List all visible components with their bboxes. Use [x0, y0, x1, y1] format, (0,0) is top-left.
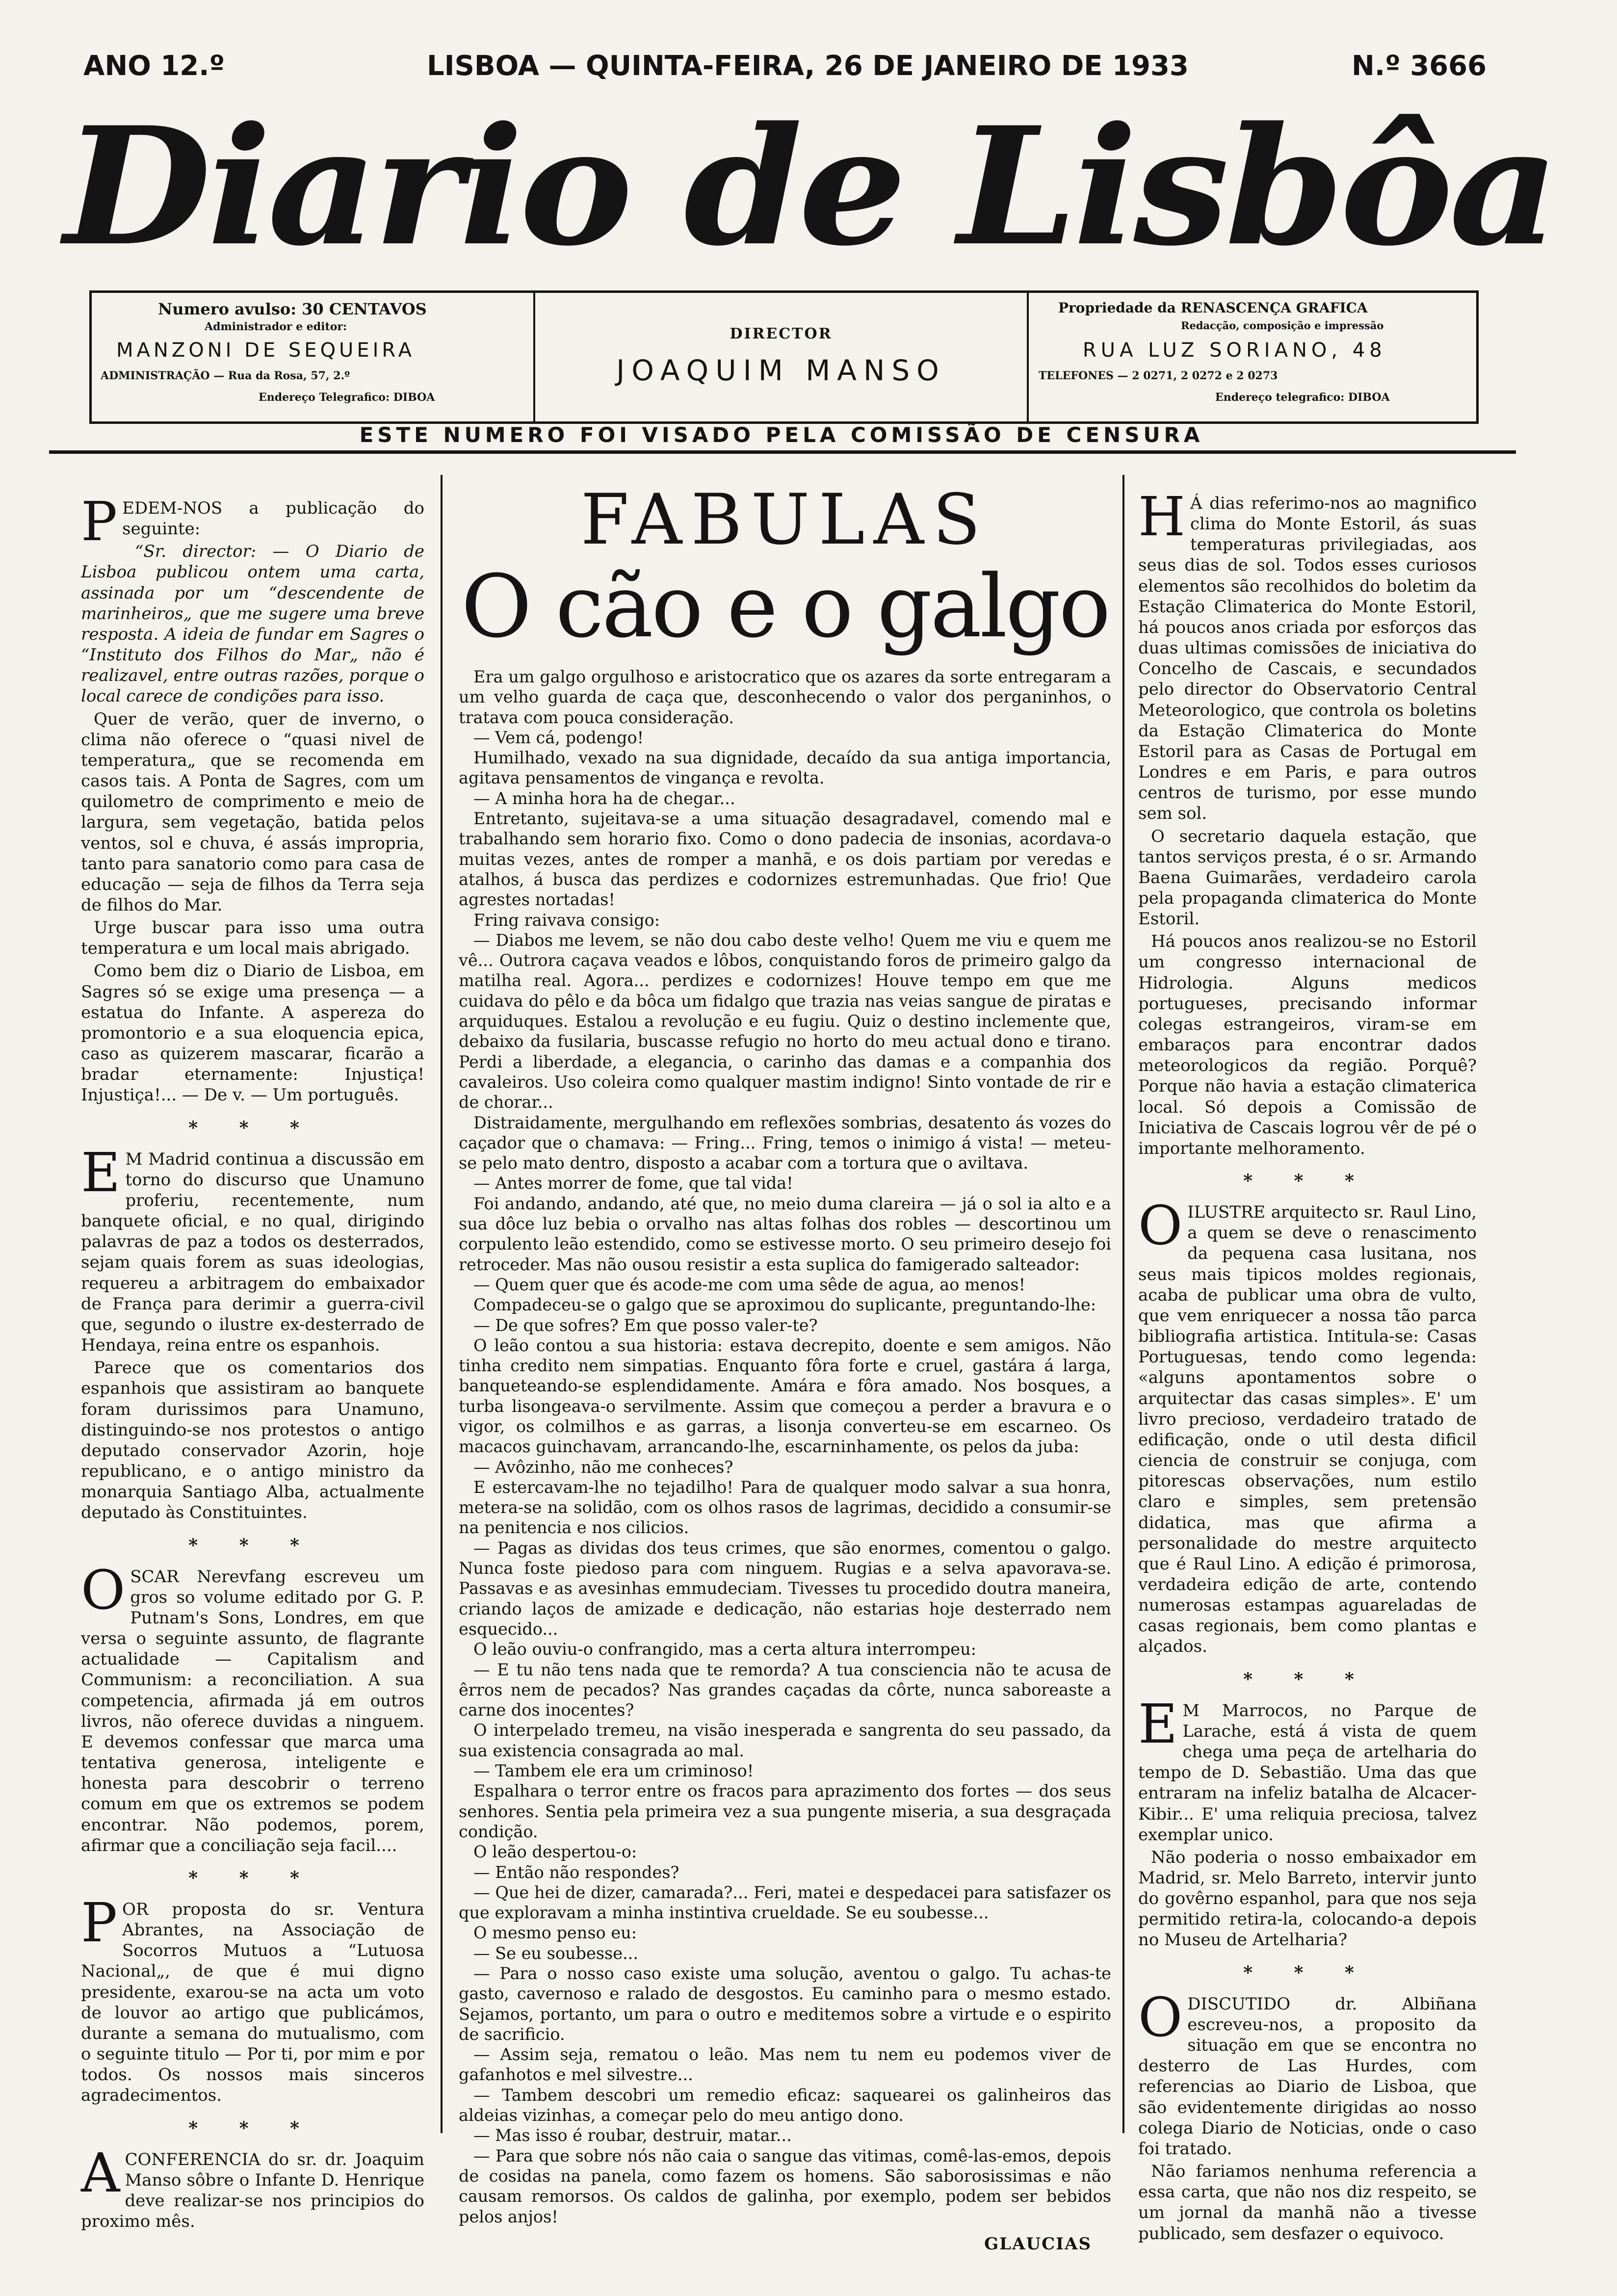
fable-paragraph: Distraidamente, mergulhando em reflexões sombrias, desatento ás vozes do caçador que o chamava: — Fring... Fring, temos o inimigo á vista! — meteu-se pelo mato dentro, disposto a acabar com a tortura que o aviltava. — [459, 1113, 1111, 1173]
fable-paragraph: Espalhara o terror entre os fracos para aprazimento dos fortes — dos seus senhores. Sentia pela primeira vez a sua pungente miseria, a sua desgraçada condição. — [459, 1781, 1111, 1841]
article-capitalism — [81, 1558, 424, 1856]
issue-year: ANO 12.º — [83, 50, 225, 82]
administration-address: ADMINISTRAÇÃO — Rua da Rosa, 57, 2.º — [101, 369, 350, 382]
article-text: M Marrocos, no Parque de Larache, está á vista de quem chega uma peça de artelharia do tempo de D. Sebastião. Uma das que entraram na infeliz batalha de Alcacer-Kibir... E' uma reliquia preciosa, talvez exemplar unico. — [1138, 1700, 1477, 1845]
dateline: LISBOA — QUINTA-FEIRA, 26 DE JANEIRO DE 1933 — [427, 50, 1189, 82]
services: Redacção, composição e impressão — [1181, 319, 1384, 332]
section-separator: * * * — [188, 1535, 317, 1556]
info-box-right — [1029, 293, 1476, 421]
section-separator: * * * — [1243, 1171, 1372, 1191]
fable-paragraph: — Para o nosso caso existe uma solução, aventou o galgo. Tu achas-te gasto, cavernoso e ralado de desgostos. Eu caminho para o mesmo estado. Sejamos, portanto, um para o outro e meditemos sobre a virtude e o espirito de sacrificio. — [459, 1964, 1111, 2044]
masthead-title: Diario de Lisbôa — [64, 91, 1555, 282]
fable-paragraph: Compadeceu-se o galgo que se aproximou do suplicante, preguntando-lhe: — [473, 1295, 1096, 1315]
article-text: M Madrid continua a discussão em torno do discurso que Unamuno proferiu, recentemente, num banquete oficial, e no qual, dirigindo palavras de paz a todos os desterrados, sejam quais forem as suas ideologias, requereu a arbitragem do embaixador de França para derimir a guerra-civil que, segundo o ilustre ex-desterrado de Hendaya, reina entre os espanhois. — [81, 1149, 424, 1356]
telephones: TELEFONES — 2 0271, 2 0272 e 2 0273 — [1039, 369, 1278, 382]
fable-paragraph: — Tambem ele era um criminoso! — [473, 1761, 754, 1781]
section-separator: * * * — [188, 1117, 317, 1138]
article-paragraph: Não poderia o nosso embaixador em Madrid, sr. Melo Barreto, intervir junto do govêrno espanhol, para que nos seja permitido retira-la, colocando-a depois no Museu de Artelharia? — [1138, 1847, 1477, 1950]
fable-paragraph: — A minha hora ha de chegar... — [473, 788, 735, 808]
drop-cap: E — [81, 1141, 121, 1204]
price: Numero avulso: 30 CENTAVOS — [158, 300, 427, 318]
censorship-notice: ESTE NUMERO FOI VISADO PELA COMISSÃO DE CENSURA — [359, 423, 1204, 447]
drop-cap: O — [1138, 1985, 1183, 2049]
fable-paragraph: — Mas isso é roubar, destruir, matar... — [473, 2126, 792, 2145]
frame-rule-top — [49, 450, 1516, 454]
fable-paragraph: — Pagas as dividas dos teus crimes, que são enormes, comentou o galgo. Nunca foste piedoso para com ninguem. Rugias e a selva apavorava-se. Passavas e as avesinhas emmudeciam. Tivesses tu procedido doutra maneira, criando laços de amizade e dedicação, não estarias hoje desterrado nem esquecido... — [459, 1538, 1111, 1639]
info-box-center — [535, 293, 1029, 421]
fable-title: O cão e o galgo — [461, 556, 1109, 657]
info-box-left — [92, 293, 535, 421]
article-paragraph: Não fariamos nenhuma referencia a essa carta, que não nos diz respeito, se um jornal da manhã não a tivesse publicado, sem desfazer o equivoco. — [1138, 2162, 1477, 2244]
fable-paragraph: — Então não respondes? — [473, 1862, 679, 1882]
article-text: CONFERENCIA do sr. dr. Joaquim Manso sôbre o Infante D. Henrique deve realizar-se nos principios do proximo mês. — [81, 2149, 424, 2232]
fable-paragraph: O interpelado tremeu, na visão inesperada e sangrenta do seu passado, da sua existencia consagrada ao mal. — [459, 1721, 1111, 1760]
fable-paragraph: — De que sofres? Em que posso valer-te? — [473, 1315, 818, 1335]
article-text: SCAR Nerevfang escreveu um gros so volume editado por G. P. Putnam's Sons, Londres, em que versa o seguinte assunto, de flagrante actualidade — Capitalism and Communism: a reconciliation. A sua competencia, afirmada já em outros livros, não oferece duvidas a ninguem. E devemos confessar que marca uma tentativa generosa, inteligente e honesta para descobrir o terreno comum em que os extremos se podem encontrar. Não podemos, porem, afirmar que a conciliação seja facil.... — [81, 1566, 424, 1855]
fable-paragraph: — Vem cá, podengo! — [473, 728, 644, 747]
article-estoril — [1138, 485, 1477, 1159]
fable-paragraph: O leão despertou-o: — [473, 1842, 637, 1862]
fable-paragraph: — E tu não tens nada que te remorda? A tua consciencia não te acusa de êrros nem de pecados? Nas grandes caçadas da côrte, nunca saboreaste a carne dos inocentes? — [459, 1660, 1111, 1720]
column-rule-right — [1122, 475, 1124, 2133]
article-paragraph: “Sr. director: — O Diario de Lisboa publicou ontem uma carta, assinada por um “descendente de marinheiros„ que me sugere uma breve resposta. A ideia de fundar em Sagres o “Instituto dos Filhos do Mar„ não é realizavel, entre outras razões, porque o local carece de condições para isso. — [81, 542, 424, 706]
article-raul-lino — [1138, 1194, 1477, 1657]
drop-cap: H — [1138, 485, 1185, 548]
section-separator: * * * — [1243, 1962, 1372, 1983]
fable-paragraph: — Para que sobre nós não caia o sangue das vitimas, comê-las-emos, depois de cosidas na panela, como fazem os homens. São saborosissimas e não causam remorsos. Os caldos de galinha, por exemplo, podem ser bebidos pelos anjos! — [459, 2146, 1111, 2226]
fable-paragraph: Entretanto, sujeitava-se a uma situação desagradavel, comendo mal e trabalhando sem horario fixo. Como o dono padecia de insonias, acordava-o muitas vezes, antes de romper a manhã, e os dois partiam por veredas e atalhos, á busca das perdizes e codornizes estremunhadas. Que frio! Que agrestes nortadas! — [459, 809, 1111, 910]
fable-paragraph: Humilhado, vexado na sua dignidade, decaído da sua antiga importancia, agitava pensamentos de vingança e revolta. — [459, 748, 1111, 788]
fable-paragraph: — Avôzinho, não me conheces? — [473, 1457, 733, 1477]
drop-cap: P — [81, 490, 118, 553]
article-conferencia — [81, 2141, 424, 2232]
fable-paragraph: Fring raivava consigo: — [473, 910, 660, 930]
drop-cap: P — [81, 1891, 118, 1954]
fable-paragraph: — Diabos me levem, se não dou cabo deste velho! Quem me viu e quem me vê... Outrora caçava veados e lôbos, conquistando foros de primeiro galgo da matilha real. Agora... perdizes e codornizes! Houve tempo em que me cuidava do pêlo e da bôca um fidalgo que trazia nas veias sangue de piratas e arquiduques. Estalou a revolução e eu fugiu. Quiz o destino inclemente que, debaixo da fusilaria, buscasse refugio no horto do meu actual dono e tirano. Perdi a liberdade, a elegancia, o carinho das damas e a companhia dos cavaleiros. Uso coleira como qualquer mastim indigno! Sinto vontade de rir e de chorar... — [459, 930, 1111, 1112]
fable-paragraph: — Tambem descobri um remedio eficaz: saquearei os galinheiros das aldeias vizinhas, a começar pelo do meu antigo dono. — [459, 2085, 1111, 2125]
editor-name: MANZONI DE SEQUEIRA — [116, 339, 415, 362]
article-paragraph: Quer de verão, quer de inverno, o clima não oferece o “quasi nivel de temperatura„ que se recomenda em casos tais. A Ponta de Sagres, com um quilometro de comprimento e meio de largura, sem vegetação, batida pelos ventos, sol e chuva, é assás impropria, tanto para sanatorio como para casa de educação — seja de filhos da Terra seja de filhos do Mar. — [81, 709, 424, 915]
fable-article — [459, 479, 1111, 2255]
fable-body — [459, 667, 1111, 2227]
street-address: RUA LUZ SORIANO, 48 — [1083, 339, 1386, 362]
right-telegraph: Endereço telegrafico: DIBOA — [1215, 391, 1390, 404]
left-telegraph: Endereço Telegrafico: DIBOA — [259, 391, 435, 404]
article-marrocos — [1138, 1692, 1477, 1951]
ownership: Propriedade da RENASCENÇA GRAFICA — [1058, 300, 1368, 316]
fable-signature: GLAUCIAS — [984, 2234, 1092, 2254]
fable-paragraph: O mesmo penso eu: — [473, 1923, 637, 1943]
section-separator: * * * — [188, 2117, 317, 2139]
right-column — [1138, 485, 1477, 2246]
article-paragraph: Como bem diz o Diario de Lisboa, em Sagres só se exige uma presença — a estatua do Infante. A aspereza do promontorio e a sua eloquencia epica, caso as quizerem mascarar, ficarão a bradar eternamente: Injustiça! Injustiça!... — De v. — Um português. — [81, 961, 424, 1105]
editor-role: Administrador e editor: — [205, 320, 347, 333]
article-text: EDEM-NOS a publicação do seguinte: — [122, 498, 424, 539]
article-text: Á dias referimo-nos ao magnifico clima do Monte Estoril, ás suas temperaturas privilegiadas, aos seus dias de sol. Todos esses curiosos elementos são recolhidos do boletim da Estação Climaterica do Monte Estoril, há poucos anos criada por esforços das duas ultimas comissões de iniciativa do Concelho de Cascais, e secundados pelo director do Observatorio Central Meteorologico, que controla os boletins da Estação Climaterica do Monte Estoril para as Casas de Portugal em Londres e em Paris, e para outros centros de turismo, por esse mundo sem sol. — [1138, 494, 1477, 824]
drop-cap: A — [81, 2141, 120, 2204]
article-paragraph: Parece que os comentarios dos espanhois que assistiram ao banquete foram durissimos para Unamuno, distinguindo-se nos protestos o antigo deputado conservador Azorin, hoje republicano, e o antigo ministro da monarquia Santiago Alba, actualmente deputado às Constituintes. — [81, 1358, 424, 1523]
fable-paragraph: — Se eu soubesse... — [473, 1943, 638, 1963]
section-separator: * * * — [188, 1867, 317, 1888]
article-unamuno — [81, 1141, 424, 1523]
director-name: JOAQUIM MANSO — [616, 354, 946, 387]
fable-paragraph: Foi andando, andando, até que, no meio duma clareira — já o sol ia alto e a sua dôce luz bebia o orvalho nas altas folhas dos robles — descortinou um corpulento leão estendido, como se estivesse morto. O seu primeiro desejo foi retroceder. Mas não ousou resistir a esta suplica do famigerado salteador: — [459, 1194, 1111, 1274]
section-separator: * * * — [1243, 1669, 1372, 1690]
left-column — [81, 490, 424, 2234]
drop-cap: O — [81, 1558, 126, 1621]
article-paragraph: O secretario daquela estação, que tantos serviços presta, é o sr. Armando Baena Guimarães, verdadeiro carola pela propaganda climaterica do Monte Estoril. — [1138, 826, 1477, 929]
drop-cap: O — [1138, 1194, 1183, 1257]
fable-paragraph: Era um galgo orgulhoso e aristocratico que os azares da sorte entregaram a um velho guarda de caça que, desconhecendo o valor dos perganinhos, o tratava com pouca consideração. — [459, 667, 1111, 727]
fable-paragraph: O leão ouviu-o confrangido, mas a certa altura interrompeu: — [473, 1640, 976, 1659]
fable-paragraph: — Quem quer que és acode-me com uma sêde de agua, ao menos! — [473, 1275, 1026, 1294]
article-text: OR proposta do sr. Ventura Abrantes, na Associação de Socorros Mutuos a “Lutuosa Nacional„, de que é mui digno presidente, exarou-se na acta um voto de louvor ao artigo que publicámos, durante a semana do mutualismo, com o seguinte titulo — Por ti, por mim e por todos. Os nossos mais sinceros agradecimentos. — [81, 1900, 424, 2106]
article-paragraph: Urge buscar para isso uma outra temperatura e um local mais abrigado. — [81, 918, 424, 959]
top-line — [83, 45, 1491, 89]
column-rule-left — [441, 475, 443, 2133]
fable-paragraph: — Que hei de dizer, camarada?... Feri, matei e despedacei para satisfazer os que exploravam a minha instintiva crueldade. Se eu soubesse... — [459, 1882, 1111, 1923]
article-sagres — [81, 490, 424, 1106]
fable-paragraph: — Assim seja, rematou o leão. Mas nem tu nem eu podemos viver de gafanhotos e mel silvestre... — [459, 2045, 1111, 2085]
article-albinana — [1138, 1985, 1477, 2244]
fable-paragraph: E estercavam-lhe no tejadilho! Para de qualquer modo salvar a sua honra, metera-se na solidão, com os olhos rasos de lagrimas, decidido a consumir-se na penitencia e nos cilicios. — [459, 1477, 1111, 1538]
fable-paragraph: — Antes morrer de fome, que tal vida! — [473, 1174, 793, 1193]
article-text: ILUSTRE arquitecto sr. Raul Lino, a quem se deve o renascimento da pequena casa lusitana, nos seus mais tipicos moldes regionais, acaba de publicar uma obra de vulto, que vem enriquecer a nossa tão parca bibliografia artistica. Intitula-se: Casas Portuguesas, tendo como legenda: «alguns apontamentos sobre o arquitectar das casas simples». E' um livro precioso, verdadeiro tratado de edificação, onde o util desta dificil ciencia de construir se conjuga, com pitorescas observações, num estilo claro e simples, sem pretensão didatica, mas que afirma a personalidade do mestre arquitecto que é Raul Lino. A edição é primorosa, verdadeira edição de arte, contendo numerosas estampas aguareladas de casas regionais, bem como plantas e alçados. — [1138, 1202, 1477, 1657]
director-role: DIRECTOR — [730, 325, 833, 342]
info-box — [89, 290, 1479, 424]
article-text: DISCUTIDO dr. Albiñana escreveu-nos, a proposito da situação em que se encontra no desterro de Las Hurdes, com referencias ao Diario de Lisboa, que são evidentemente dirigidas ao nosso colega Diario de Noticias, onde o caso foi tratado. — [1138, 1994, 1477, 2159]
fable-paragraph: O leão contou a sua historia: estava decrepito, doente e sem amigos. Não tinha credito nem simpatias. Enquanto fôra forte e cruel, gastára á larga, banqueteando-se esplendidamente. Amára e fôra amado. Nos bosques, a turba lisongeava-o servilmente. Assim que começou a perder a bravura e o vigor, os colmilhos e as garras, a lisonja converteu-se em escarneo. Os macacos guinchavam, arrancando-lhe, escarninhamente, os pelos da juba: — [459, 1335, 1111, 1457]
article-paragraph: Há poucos anos realizou-se no Estoril um congresso internacional de Hidrologia. Alguns medicos portugueses, precisando informar colegas estrangeiros, viram-se em embaraços para encontrar dados meteorologicos da região. Porquê? Porque não havia a estação climaterica local. Só depois a Comissão de Iniciativa de Cascais logrou vêr de pé o importante melhoramento. — [1138, 932, 1477, 1158]
article-lutuosa — [81, 1891, 424, 2106]
fable-kicker: FABULAS — [580, 479, 990, 560]
drop-cap: E — [1138, 1692, 1178, 1755]
issue-number: N.º 3666 — [1352, 50, 1487, 82]
